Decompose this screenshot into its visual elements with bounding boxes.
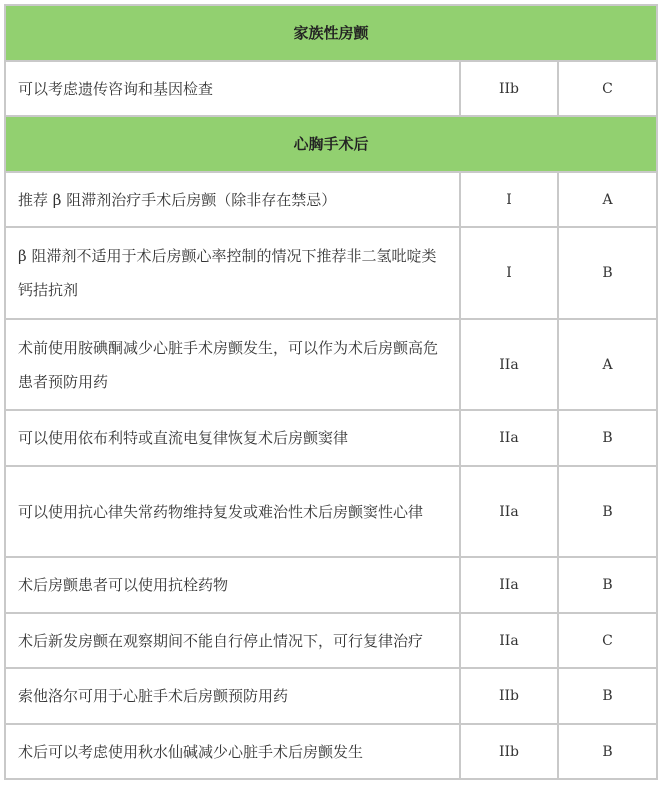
recommendation-class: IIa bbox=[460, 319, 558, 410]
evidence-level: A bbox=[558, 319, 657, 410]
table-row bbox=[5, 61, 657, 116]
recommendation-text: 术后房颤患者可以使用抗栓药物 bbox=[5, 557, 460, 613]
recommendation-text: 术后可以考虑使用秋水仙碱减少心脏手术后房颤发生 bbox=[5, 724, 460, 779]
recommendation-class: IIa bbox=[460, 557, 558, 613]
table-row bbox=[5, 668, 657, 724]
section-title: 心胸手术后 bbox=[5, 116, 657, 172]
recommendation-class: IIb bbox=[460, 724, 558, 779]
evidence-level: A bbox=[558, 172, 657, 227]
evidence-level: B bbox=[558, 668, 657, 724]
section-title: 家族性房颤 bbox=[5, 5, 657, 61]
table-row bbox=[5, 410, 657, 466]
table-row bbox=[5, 319, 657, 410]
table-row bbox=[5, 613, 657, 668]
recommendation-text: 可以使用依布利特或直流电复律恢复术后房颤窦律 bbox=[5, 410, 460, 466]
evidence-level: B bbox=[558, 724, 657, 779]
evidence-level: B bbox=[558, 410, 657, 466]
table-row bbox=[5, 724, 657, 779]
recommendation-class: IIb bbox=[460, 61, 558, 116]
recommendation-text: 可以使用抗心律失常药物维持复发或难治性术后房颤窦性心律 bbox=[5, 466, 460, 557]
recommendation-text: 可以考虑遗传咨询和基因检查 bbox=[5, 61, 460, 116]
evidence-level: B bbox=[558, 227, 657, 319]
recommendation-class: IIb bbox=[460, 668, 558, 724]
section-header-familial-af bbox=[5, 5, 657, 61]
evidence-level: B bbox=[558, 466, 657, 557]
guideline-table bbox=[4, 4, 658, 780]
table-row bbox=[5, 227, 657, 319]
section-header-post-cardiac-surgery bbox=[5, 116, 657, 172]
recommendation-class: IIa bbox=[460, 613, 558, 668]
recommendation-class: IIa bbox=[460, 410, 558, 466]
table-row bbox=[5, 557, 657, 613]
recommendation-text: β 阻滞剂不适用于术后房颤心率控制的情况下推荐非二氢吡啶类钙拮抗剂 bbox=[5, 227, 460, 319]
recommendation-class: I bbox=[460, 227, 558, 319]
recommendation-class: I bbox=[460, 172, 558, 227]
evidence-level: C bbox=[558, 613, 657, 668]
recommendation-text: 索他洛尔可用于心脏手术后房颤预防用药 bbox=[5, 668, 460, 724]
evidence-level: C bbox=[558, 61, 657, 116]
table-row bbox=[5, 172, 657, 227]
recommendation-class: IIa bbox=[460, 466, 558, 557]
recommendation-text: 术前使用胺碘酮减少心脏手术房颤发生，可以作为术后房颤高危患者预防用药 bbox=[5, 319, 460, 410]
recommendation-text: 术后新发房颤在观察期间不能自行停止情况下，可行复律治疗 bbox=[5, 613, 460, 668]
recommendation-text: 推荐 β 阻滞剂治疗手术后房颤（除非存在禁忌） bbox=[5, 172, 460, 227]
table-row bbox=[5, 466, 657, 557]
evidence-level: B bbox=[558, 557, 657, 613]
